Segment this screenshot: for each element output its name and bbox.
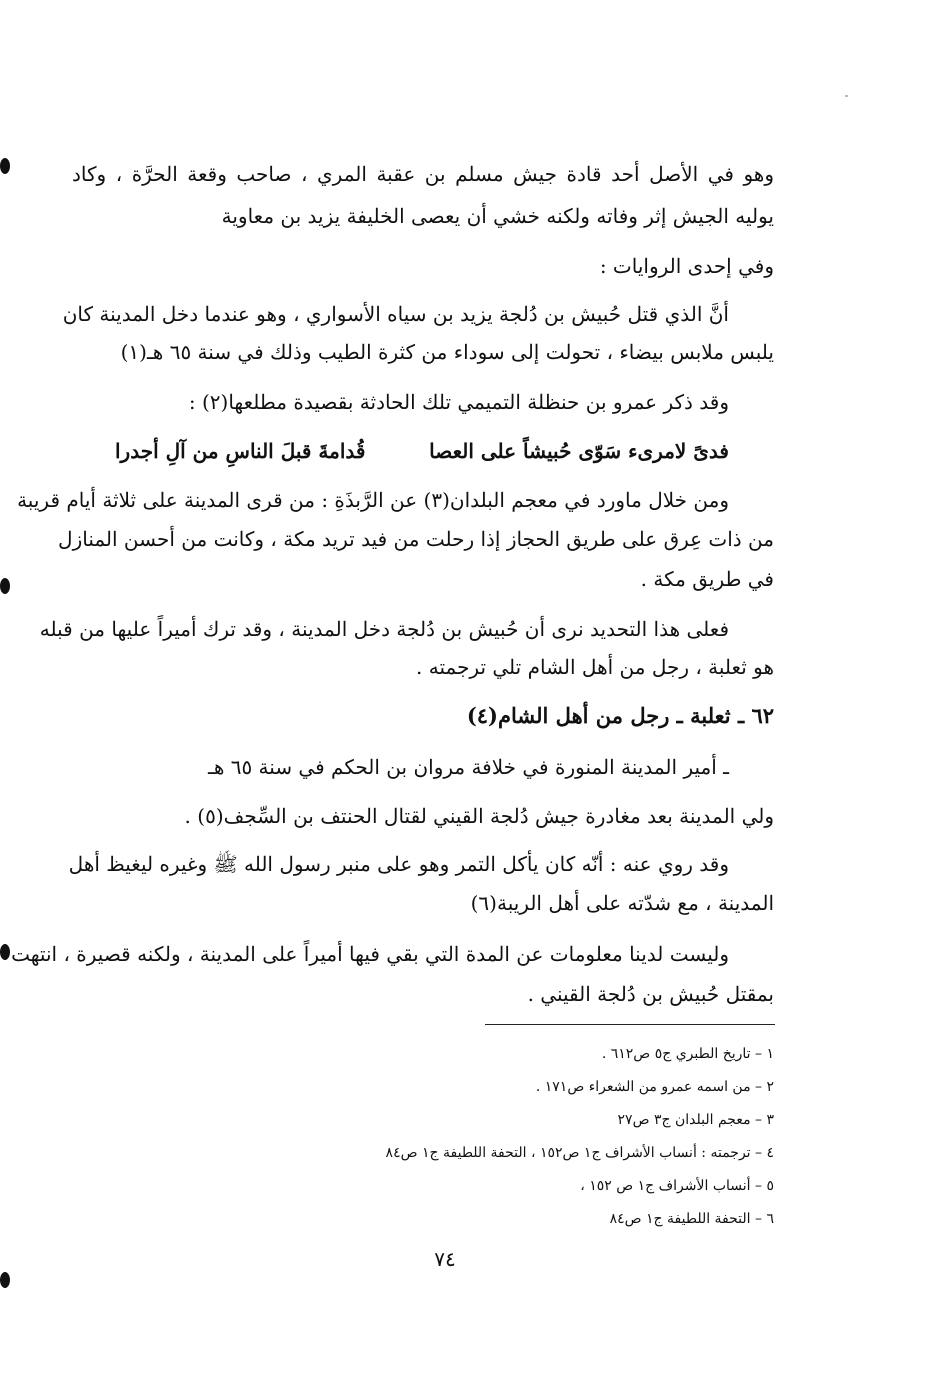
body-line: هو ثعلبة ، رجل من أهل الشام تلي ترجمته . — [416, 655, 774, 679]
body-line: ومن خلال ماورد في معجم البلدان(٣) عن الرَّبذَةِ : من قرى المدينة على ثلاثة أيام قريبة — [17, 488, 729, 512]
footnote: ١ – تاريخ الطبري ج٥ ص٦١٢ . — [601, 1046, 774, 1062]
binding-hole-mark — [0, 158, 10, 174]
entry-heading: ٦٢ ـ ثعلبة ـ رجل من أهل الشام(٤) — [466, 703, 774, 728]
body-line: أنَّ الذي قتل حُبيش بن دُلجة يزيد بن سياه الأسواري ، وهو عندما دخل المدينة كان — [62, 302, 729, 326]
body-line: فعلى هذا التحديد نرى أن حُبيش بن دُلجة دخل المدينة ، وقد ترك أميراً عليها من قبله — [39, 617, 729, 641]
poem-verse — [115, 437, 729, 465]
footnote: ٦ – التحفة اللطيفة ج١ ص٨٤ — [609, 1211, 774, 1227]
footnote: ٤ – ترجمته : أنساب الأشراف ج١ ص١٥٢ ، التحفة اللطيفة ج١ ص٨٤ — [385, 1145, 774, 1161]
binding-hole-mark — [0, 1272, 10, 1288]
body-line: وقد ذكر عمرو بن حنظلة التميمي تلك الحادثة بقصيدة مطلعها(٢) : — [188, 390, 729, 414]
footnote-divider — [485, 1024, 775, 1025]
body-line: بمقتل حُبيش بن دُلجة القيني . — [527, 982, 774, 1006]
body-line: وقد روي عنه : أنّه كان يأكل التمر وهو على منبر رسول الله ﷺ وغيره ليغيظ أهل — [68, 852, 729, 876]
body-line: يوليه الجيش إثر وفاته ولكنه خشي أن يعصى الخليفة يزيد بن معاوية — [221, 204, 774, 228]
body-line: المدينة ، مع شدّته على أهل الريبة(٦) — [470, 891, 774, 915]
body-line: وليست لدينا معلومات عن المدة التي بقي فيها أميراً على المدينة ، ولكنه قصيرة ، انتهت — [11, 942, 729, 966]
body-line: في طريق مكة . — [640, 567, 774, 591]
body-line: من ذات عِرق على طريق الحجاز إذا رحلت من فيد تريد مكة ، وكانت من أحسن المنازل — [58, 527, 774, 551]
body-line: يلبس ملابس بيضاء ، تحولت إلى سوداء من كثرة الطيب وذلك في سنة ٦٥ هـ(١) — [120, 340, 774, 364]
binding-hole-mark — [0, 944, 10, 960]
poem-second-hemistich: قُدامةَ قبلَ الناسِ من آلِ أجدرا — [115, 439, 366, 463]
page-number: ٧٤ — [434, 1247, 456, 1271]
scan-speck — [845, 95, 848, 97]
body-line: ولي المدينة بعد مغادرة جيش دُلجة القيني لقتال الحنتف بن السِّجف(٥) . — [184, 804, 774, 828]
footnote: ٣ – معجم البلدان ج٣ ص٢٧ — [617, 1112, 774, 1128]
body-line: وفي إحدى الروايات : — [599, 254, 774, 278]
binding-hole-mark — [0, 578, 10, 594]
body-line: ـ أمير المدينة المنورة في خلافة مروان بن الحكم في سنة ٦٥ هـ — [207, 755, 729, 779]
footnote: ٢ – من اسمه عمرو من الشعراء ص١٧١ . — [535, 1079, 774, 1095]
footnote: ٥ – أنساب الأشراف ج١ ص ١٥٢ ، — [580, 1178, 774, 1194]
poem-first-hemistich: فدىً لامرىء سَوّى حُبيشاً على العصا — [429, 439, 729, 463]
body-line: وهو في الأصل أحد قادة جيش مسلم بن عقبة المري ، صاحب وقعة الحرَّة ، وكاد — [72, 162, 774, 186]
